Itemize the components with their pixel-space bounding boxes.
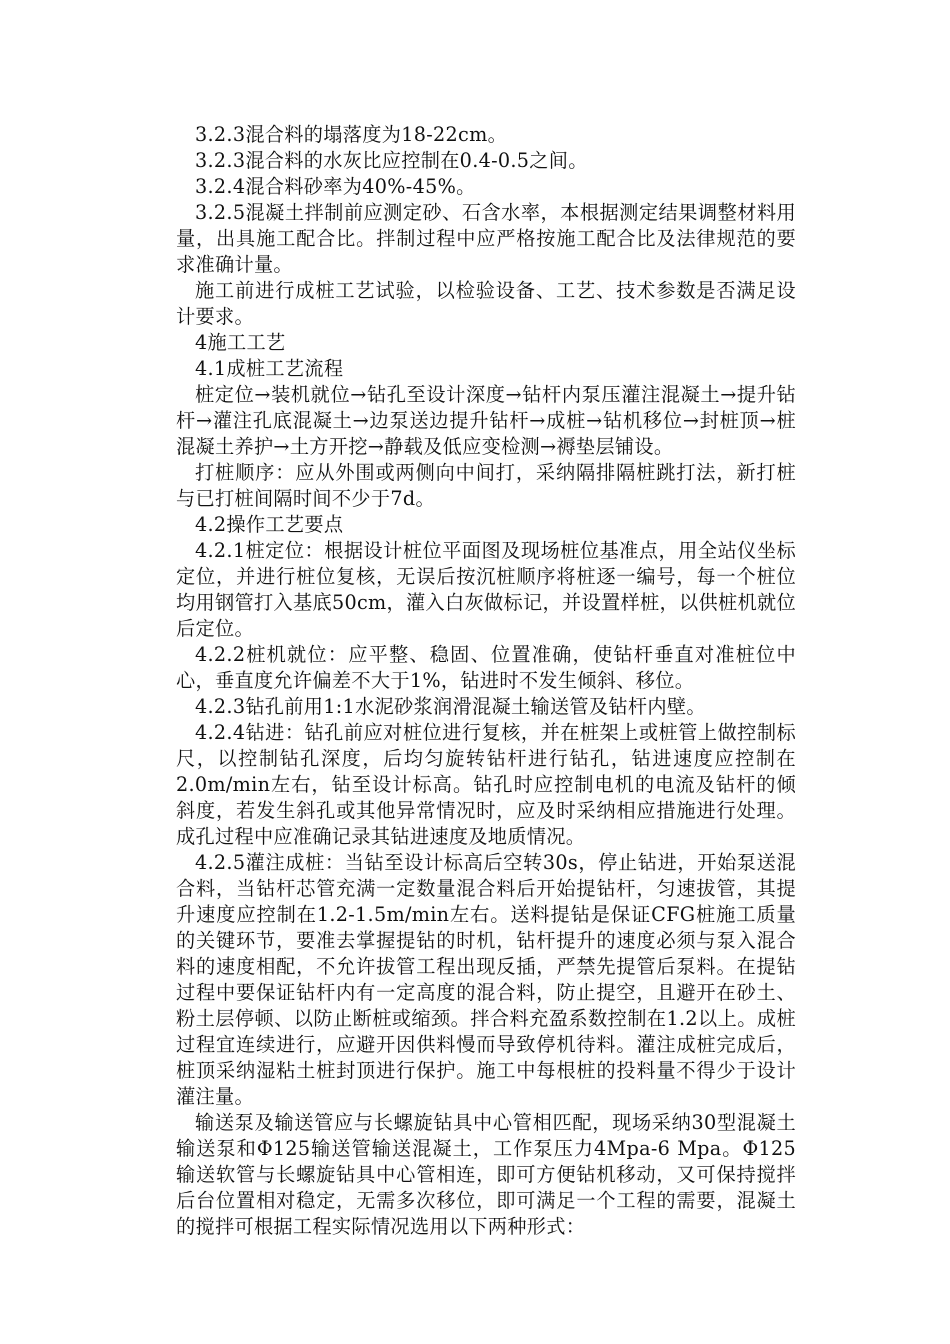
paragraph-sand-ratio: 3.2.4混合料砂率为40%-45%。: [195, 175, 476, 198]
section-heading-4-2: 4.2操作工艺要点: [195, 513, 344, 536]
paragraph-4-2-4: 4.2.4钻进：钻孔前应对桩位进行复核，并在桩架上或桩管上做控制标尺，以控制钻孔深度，后均匀旋转钻杆进行钻孔，钻进速度应控制在2.0m/min左右，钻至设计标高。钻孔时应控制电机的电流及钻杆的倾斜度，若发生斜孔或其他异常情况时，应及时采纳相应措施进行处理。成孔过程中应准确记录其钻进速度及地质情况。: [176, 721, 796, 848]
paragraph-slump: 3.2.3混合料的塌落度为18-22cm。: [195, 123, 508, 146]
paragraph-pump: 输送泵及输送管应与长螺旋钻具中心管相匹配，现场采纳30型混凝土输送泵和Φ125输送管输送混凝土，工作泵压力4Mpa-6 Mpa。Φ125输送软管与长螺旋钻具中心管相连，即可方便钻机移动，又可保持搅拌后台位置相对稳定，无需多次移位，即可满足一个工程的需要，混凝土的搅拌可根据工程实际情况选用以下两种形式：: [176, 1111, 796, 1238]
section-heading-4: 4施工工艺: [195, 331, 286, 354]
paragraph-trial-pile: 施工前进行成桩工艺试验，以检验设备、工艺、技术参数是否满足设计要求。: [176, 279, 796, 328]
document-body: [176, 122, 796, 1240]
paragraph-mixing: 3.2.5混凝土拌制前应测定砂、石含水率，本根据测定结果调整材料用量，出具施工配合比。拌制过程中应严格按施工配合比及法律规范的要求准确计量。: [176, 201, 796, 276]
paragraph-4-2-3: 4.2.3钻孔前用1:1水泥砂浆润滑混凝土输送管及钻杆内壁。: [195, 695, 706, 718]
paragraph-4-2-1: 4.2.1桩定位：根据设计桩位平面图及现场桩位基准点，用全站仪坐标定位，并进行桩位复核，无误后按沉桩顺序将桩逐一编号，每一个桩位均用钢管打入基底50cm，灌入白灰做标记，并设置样桩，以供桩机就位后定位。: [176, 539, 796, 640]
paragraph-process-flow: 桩定位→装机就位→钻孔至设计深度→钻杆内泵压灌注混凝土→提升钻杆→灌注孔底混凝土→边泵送边提升钻杆→成桩→钻机移位→封桩顶→桩混凝土养护→土方开挖→静载及低应变检测→褥垫层铺设。: [176, 383, 796, 458]
paragraph-water-cement-ratio: 3.2.3混合料的水灰比应控制在0.4-0.5之间。: [195, 149, 588, 172]
section-heading-4-1: 4.1成桩工艺流程: [195, 357, 344, 380]
paragraph-4-2-2: 4.2.2桩机就位：应平整、稳固、位置准确，使钻杆垂直对准桩位中心，垂直度允许偏差不大于1%，钻进时不发生倾斜、移位。: [176, 643, 796, 692]
paragraph-4-2-5: 4.2.5灌注成桩：当钻至设计标高后空转30s，停止钻进，开始泵送混合料，当钻杆芯管充满一定数量混合料后开始提钻杆，匀速拔管，其提升速度应控制在1.2-1.5m/min左右。送料提钻是保证CFG桩施工质量的关键环节，要准去掌握提钻的时机，钻杆提升的速度必须与泵入混合料的速度相配，不允许拔管工程出现反插，严禁先提管后泵料。在提钻过程中要保证钻杆内有一定高度的混合料，防止提空，且避开在砂土、粉土层停顿、以防止断桩或缩颈。拌合料充盈系数控制在1.2以上。成桩过程宜连续进行，应避开因供料慢而导致停机待料。灌注成桩完成后，桩顶采纳湿粘土桩封顶进行保护。施工中每根桩的投料量不得少于设计灌注量。: [176, 851, 796, 1108]
paragraph-piling-sequence: 打桩顺序：应从外围或两侧向中间打，采纳隔排隔桩跳打法，新打桩与已打桩间隔时间不少于7d。: [176, 461, 796, 510]
